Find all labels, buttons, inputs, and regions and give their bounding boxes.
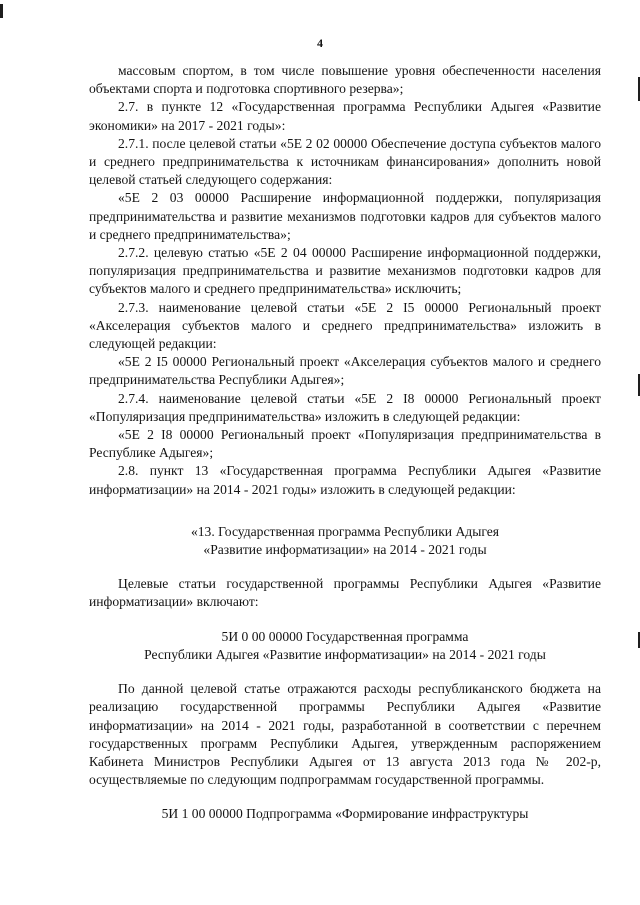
page-number: 4: [317, 36, 323, 50]
program-heading-line2: Республики Адыгея «Развитие информатизации» на 2014 - 2021 годы: [144, 646, 546, 662]
paragraph-sport-end: массовым спортом, в том числе повышение уровня обеспеченности населения объектами спорта и подготовка спортивного резерва»;: [89, 63, 601, 97]
paragraph-2-7-1: 2.7.1. после целевой статьи «5Е 2 02 00000 Обеспечение доступа субъектов малого и среднего предпринимательства к источникам финансирования» дополнить новой целевой статьей следующего содержания:: [89, 135, 601, 188]
paragraph-intro: Целевые статьи государственной программы Республики Адыгея «Развитие информатизации» включают:: [89, 576, 601, 610]
paragraph-5e-2-i5: «5Е 2 I5 00000 Региональный проект «Акселерация субъектов малого и среднего предпринимательства Республики Адыгея»;: [89, 354, 601, 388]
program-heading-line1: 5И 0 00 00000 Государственная программа: [221, 628, 469, 644]
subprogram-heading: 5И 1 00 00000 Подпрограмма «Формирование инфраструктуры: [161, 806, 529, 822]
scan-edge-mark: [0, 4, 3, 18]
paragraph-2-7: 2.7. в пункте 12 «Государственная программа Республики Адыгея «Развитие экономики» на 2017 - 2021 годы»:: [89, 99, 601, 133]
paragraph-2-7-3: 2.7.3. наименование целевой статьи «5Е 2 I5 00000 Региональный проект «Акселерация субъектов малого и среднего предпринимательства» изложить в следующей редакции:: [89, 299, 601, 352]
paragraph-2-8: 2.8. пункт 13 «Государственная программа Республики Адыгея «Развитие информатизации» на 2014 - 2021 годы» изложить в следующей редакции:: [89, 463, 601, 497]
heading-13-line1: «13. Государственная программа Республики Адыгея: [190, 523, 500, 539]
section-heading-13: [89, 523, 601, 559]
program-heading: [89, 628, 601, 664]
paragraph-2-7-4: 2.7.4. наименование целевой статьи «5Е 2 I8 00000 Региональный проект «Популяризация предпринимательства» изложить в следующей редакции:: [89, 390, 601, 424]
heading-13-line2: «Развитие информатизации» на 2014 - 2021 годы: [203, 542, 487, 558]
document-body: [89, 62, 601, 824]
paragraph-2-7-2: 2.7.2. целевую статью «5Е 2 04 00000 Расширение информационной поддержки, популяризация предпринимательства и развитие механизмов подготовки кадров для субъектов малого и среднего предпринимательства» исключить;: [89, 245, 601, 297]
paragraph-5e-2-03: «5Е 2 03 00000 Расширение информационной поддержки, популяризация предпринимательства и развитие механизмов подготовки кадров для субъектов малого и среднего предпринимательства»;: [89, 190, 601, 242]
paragraph-program-text: По данной целевой статье отражаются расходы республиканского бюджета на реализацию государственной программы Республики Адыгея «Развитие информатизации» на 2014 - 2021 годы, разработанной в соответствии с перечнем государственных программ Республики Адыгея, утвержденным распоряжением Кабинета Министров Республики Адыгея от 13 августа 2013 года № 202-р, осуществляемые по следующим подпрограммам государственной программы.: [89, 681, 601, 788]
paragraph-5e-2-i8: «5Е 2 I8 00000 Региональный проект «Популяризация предпринимательства в Республике Адыгея»;: [89, 427, 601, 461]
